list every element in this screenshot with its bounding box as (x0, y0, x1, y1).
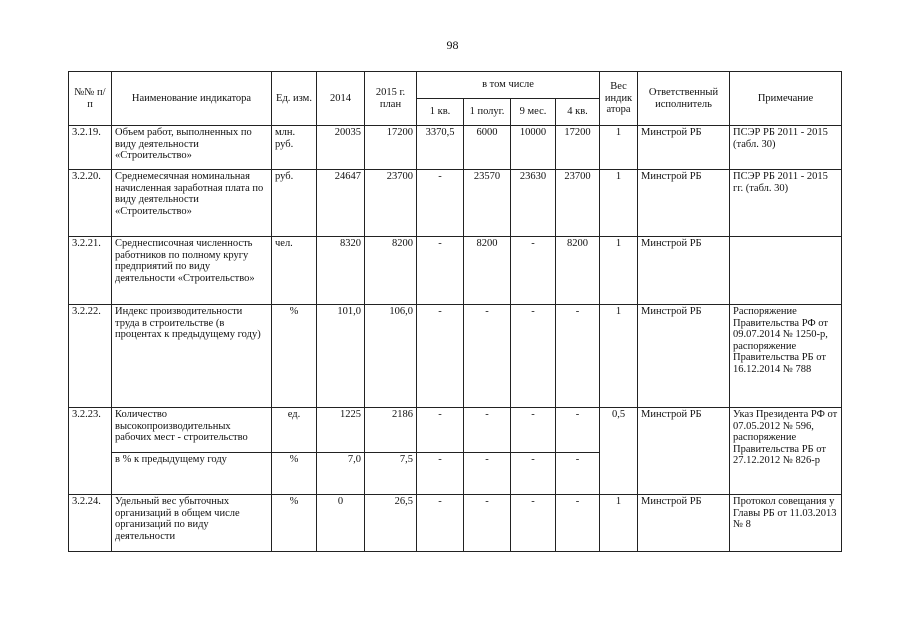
row-2014: 0 (317, 495, 365, 552)
row-half: 6000 (464, 126, 511, 170)
header-responsible: Ответственный исполнитель (638, 72, 730, 126)
row-num: 3.2.22. (69, 305, 112, 408)
row-2014: 8320 (317, 237, 365, 305)
header-half: 1 полуг. (464, 99, 511, 126)
row-responsible: Минстрой РБ (638, 237, 730, 305)
row-num: 3.2.19. (69, 126, 112, 170)
row-9m: - (511, 305, 556, 408)
indicators-table (68, 71, 842, 552)
row-q4: 8200 (556, 237, 600, 305)
row-unit: % (272, 495, 317, 552)
row-note: Протокол совещания у Главы РБ от 11.03.2013 № 8 (730, 495, 842, 552)
row-num: 3.2.23. (69, 408, 112, 495)
row-unit: руб. (272, 170, 317, 237)
row-9m: - (511, 408, 556, 453)
row-half: 8200 (464, 237, 511, 305)
row-2014: 101,0 (317, 305, 365, 408)
row-2015: 2186 (365, 408, 417, 453)
row-2014: 24647 (317, 170, 365, 237)
header-unit: Ед. изм. (272, 72, 317, 126)
row-2015: 7,5 (365, 453, 417, 495)
row-unit: % (272, 305, 317, 408)
row-name: Удельный вес убыточных организаций в общем числе организаций по виду деятельности (112, 495, 272, 552)
row-9m: - (511, 237, 556, 305)
row-weight: 1 (600, 305, 638, 408)
row-2014: 1225 (317, 408, 365, 453)
header-note: Примечание (730, 72, 842, 126)
row-responsible: Минстрой РБ (638, 305, 730, 408)
row-name: в % к предыдущему году (112, 453, 272, 495)
row-q4: - (556, 408, 600, 453)
row-unit: чел. (272, 237, 317, 305)
header-name: Наименование индикатора (112, 72, 272, 126)
row-q4: - (556, 453, 600, 495)
row-q1: - (417, 237, 464, 305)
row-name: Количество высокопроизводительных рабочих мест - строительство (112, 408, 272, 453)
row-name: Объем работ, выполненных по виду деятельности «Строительство» (112, 126, 272, 170)
row-weight: 1 (600, 495, 638, 552)
row-q1: - (417, 305, 464, 408)
row-note: Распоряжение Правительства РФ от 09.07.2014 № 1250-р, распоряжение Правительства РБ от 16.12.2014 № 788 (730, 305, 842, 408)
row-responsible: Минстрой РБ (638, 126, 730, 170)
header-q4: 4 кв. (556, 99, 600, 126)
row-2014: 7,0 (317, 453, 365, 495)
row-note (730, 237, 842, 305)
table-row (69, 305, 842, 408)
row-unit: млн. руб. (272, 126, 317, 170)
header-9m: 9 мес. (511, 99, 556, 126)
row-q4: 17200 (556, 126, 600, 170)
row-half: - (464, 305, 511, 408)
header-weight: Вес индик атора (600, 72, 638, 126)
row-name: Среднемесячная номинальная начисленная заработная плата по виду деятельности «Строительство» (112, 170, 272, 237)
row-responsible: Минстрой РБ (638, 495, 730, 552)
row-num: 3.2.20. (69, 170, 112, 237)
row-q4: - (556, 495, 600, 552)
row-half: - (464, 495, 511, 552)
row-2015: 26,5 (365, 495, 417, 552)
header-num: №№ п/п (69, 72, 112, 126)
row-q1: 3370,5 (417, 126, 464, 170)
table-row (69, 495, 842, 552)
row-9m: - (511, 495, 556, 552)
table-row (69, 170, 842, 237)
row-responsible: Минстрой РБ (638, 170, 730, 237)
row-unit: % (272, 453, 317, 495)
table-row (69, 408, 842, 453)
row-num: 3.2.21. (69, 237, 112, 305)
header-including: в том числе (417, 72, 600, 99)
row-half: - (464, 408, 511, 453)
row-weight: 1 (600, 126, 638, 170)
row-half: - (464, 453, 511, 495)
row-responsible: Минстрой РБ (638, 408, 730, 495)
page-number: 98 (446, 38, 459, 52)
row-note: Указ Президента РФ от 07.05.2012 № 596, распоряжение Правительства РБ от 27.12.2012 № 826-р (730, 408, 842, 495)
header-2014: 2014 (317, 72, 365, 126)
row-q1: - (417, 453, 464, 495)
row-weight: 0,5 (600, 408, 638, 495)
table-row (69, 237, 842, 305)
header-2015: 2015 г. план (365, 72, 417, 126)
row-9m: 23630 (511, 170, 556, 237)
row-unit: ед. (272, 408, 317, 453)
row-q1: - (417, 408, 464, 453)
row-name: Индекс производительности труда в строительстве (в процентах к предыдущему году) (112, 305, 272, 408)
row-half: 23570 (464, 170, 511, 237)
row-2014: 20035 (317, 126, 365, 170)
row-num: 3.2.24. (69, 495, 112, 552)
row-q1: - (417, 495, 464, 552)
row-weight: 1 (600, 237, 638, 305)
table-row (69, 126, 842, 170)
row-9m: - (511, 453, 556, 495)
row-name: Среднесписочная численность работников по полному кругу предприятий по виду деятельности «Строительство» (112, 237, 272, 305)
row-weight: 1 (600, 170, 638, 237)
row-q4: - (556, 305, 600, 408)
header-q1: 1 кв. (417, 99, 464, 126)
row-9m: 10000 (511, 126, 556, 170)
row-2015: 23700 (365, 170, 417, 237)
row-2015: 106,0 (365, 305, 417, 408)
row-note: ПСЭР РБ 2011 - 2015 гг. (табл. 30) (730, 170, 842, 237)
row-q4: 23700 (556, 170, 600, 237)
row-q1: - (417, 170, 464, 237)
row-note: ПСЭР РБ 2011 - 2015 (табл. 30) (730, 126, 842, 170)
row-2015: 8200 (365, 237, 417, 305)
row-2015: 17200 (365, 126, 417, 170)
